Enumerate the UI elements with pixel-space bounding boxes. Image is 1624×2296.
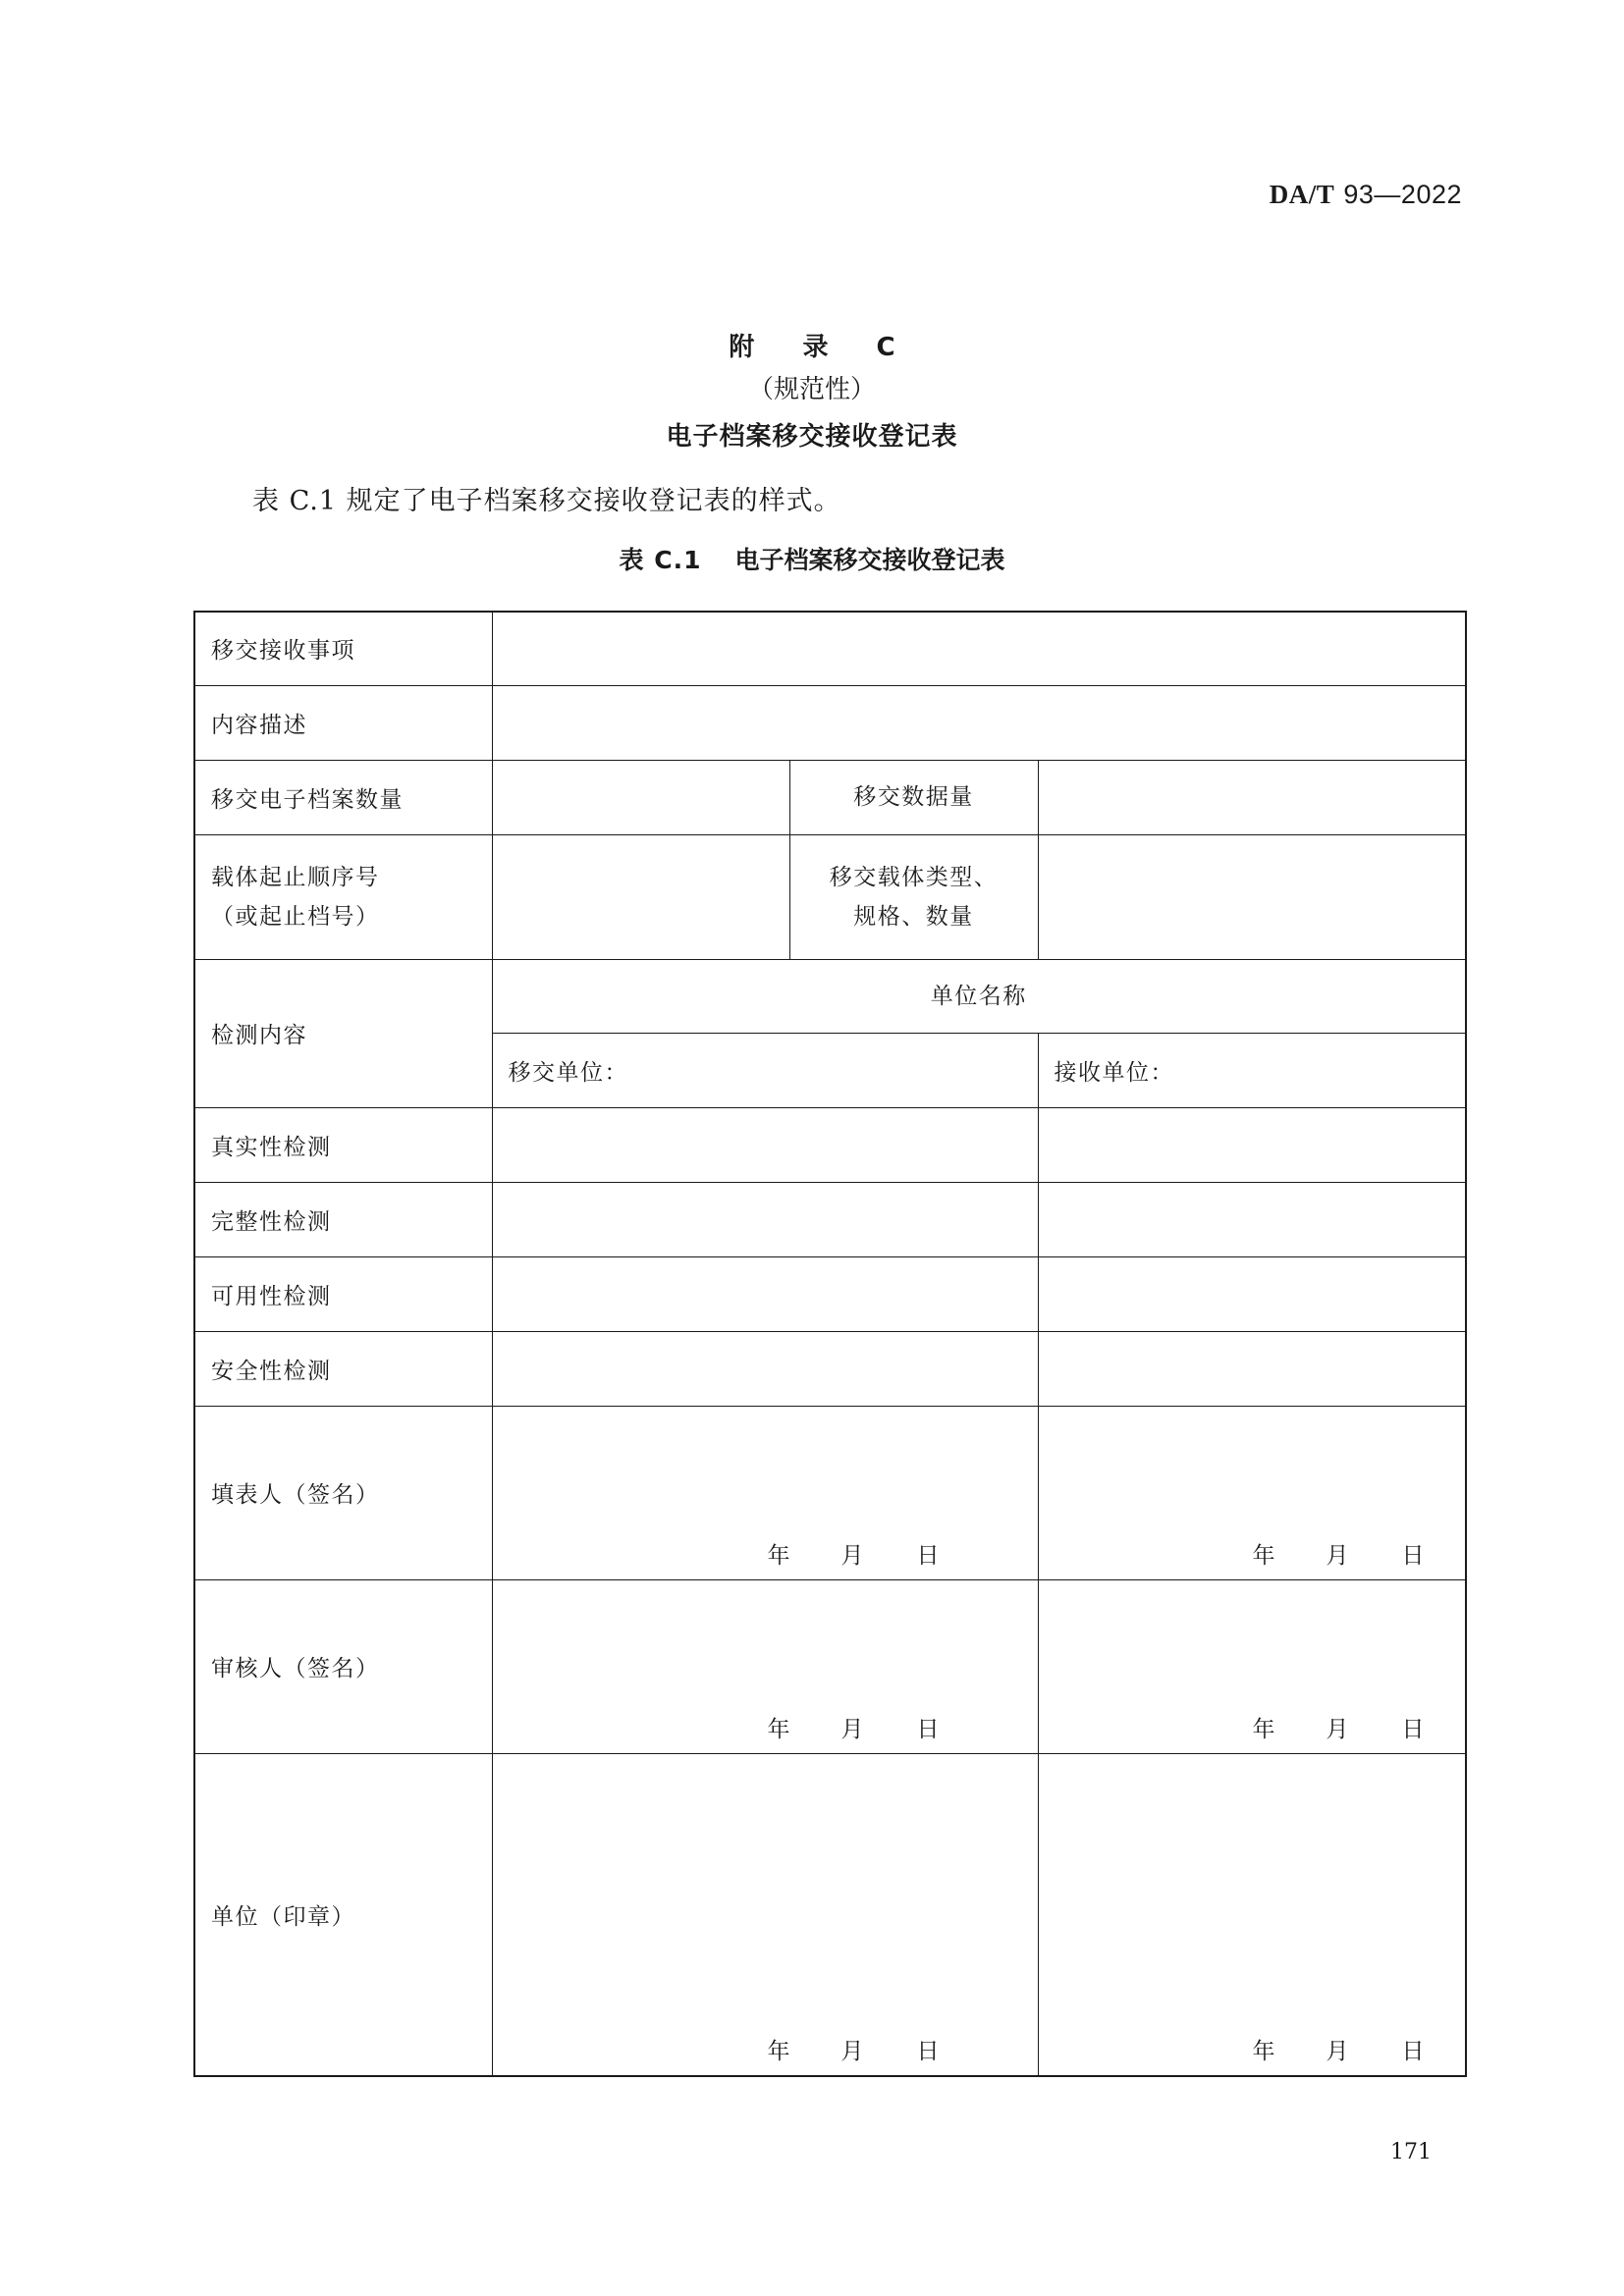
table-row	[194, 834, 1466, 959]
table-row	[194, 959, 1466, 1033]
carrier-seq-line1: 载体起止顺序号	[211, 864, 380, 890]
transfer-unit-label: 移交单位：	[492, 1033, 1038, 1107]
annex-normative: （规范性）	[747, 375, 876, 404]
carrier-type-value[interactable]	[1038, 834, 1466, 959]
standard-number: 93—2022	[1343, 180, 1462, 209]
unit-seal-label: 单位（印章）	[194, 1753, 492, 2076]
receive-unit-label: 接收单位：	[1038, 1033, 1466, 1107]
registration-table	[193, 611, 1467, 2077]
date-month: 月	[840, 2039, 864, 2064]
content-desc-value[interactable]	[492, 685, 1466, 760]
record-count-value[interactable]	[492, 760, 789, 834]
date-month: 月	[1326, 1542, 1349, 1569]
table-row	[194, 1406, 1466, 1579]
filler-receive-sign[interactable]	[1038, 1406, 1466, 1579]
table-row	[194, 1256, 1466, 1331]
reviewer-receive-sign[interactable]	[1038, 1579, 1466, 1753]
table-caption	[0, 541, 1624, 576]
security-transfer-value[interactable]	[492, 1331, 1038, 1406]
date-year: 年	[1252, 2039, 1275, 2064]
security-receive-value[interactable]	[1038, 1331, 1466, 1406]
carrier-seq-label	[194, 834, 492, 959]
table-caption-title: 电子档案移交接收登记表	[734, 546, 1005, 574]
authenticity-receive-value[interactable]	[1038, 1107, 1466, 1182]
intro-paragraph: 表 C.1 规定了电子档案移交接收登记表的样式。	[252, 486, 841, 516]
carrier-type-line1: 移交载体类型、	[829, 864, 999, 890]
data-volume-value[interactable]	[1038, 760, 1466, 834]
integrity-label: 完整性检测	[194, 1182, 492, 1256]
date-year: 年	[767, 1716, 790, 1742]
carrier-seq-value[interactable]	[492, 834, 789, 959]
table-row	[194, 1331, 1466, 1406]
unit-seal-transfer[interactable]	[492, 1753, 1038, 2076]
security-label: 安全性检测	[194, 1331, 492, 1406]
standard-prefix: DA/T	[1269, 180, 1335, 209]
filler-label: 填表人（签名）	[194, 1406, 492, 1579]
transfer-item-label: 移交接收事项	[194, 612, 492, 685]
integrity-receive-value[interactable]	[1038, 1182, 1466, 1256]
page-number: 171	[1390, 2140, 1432, 2164]
date-year: 年	[1252, 1542, 1275, 1569]
table-row	[194, 1107, 1466, 1182]
date-year: 年	[767, 1542, 790, 1569]
date-day: 日	[1401, 1716, 1425, 1742]
authenticity-label: 真实性检测	[194, 1107, 492, 1182]
date-month: 月	[1326, 1716, 1349, 1742]
annex-title: 附 录 C	[729, 333, 915, 362]
carrier-type-label	[789, 834, 1038, 959]
transfer-item-value[interactable]	[492, 612, 1466, 685]
integrity-transfer-value[interactable]	[492, 1182, 1038, 1256]
annex-name: 电子档案移交接收登记表	[666, 422, 958, 452]
table-row	[194, 760, 1466, 834]
authenticity-transfer-value[interactable]	[492, 1107, 1038, 1182]
date-day: 日	[1401, 1542, 1425, 1569]
date-month: 月	[1326, 2039, 1349, 2064]
table-row	[194, 685, 1466, 760]
table-row	[194, 1579, 1466, 1753]
table-caption-id: 表 C.1	[619, 546, 702, 574]
date-day: 日	[916, 1542, 940, 1569]
table-row	[194, 1753, 1466, 2076]
date-day: 日	[1401, 2039, 1425, 2064]
date-year: 年	[767, 2039, 790, 2064]
unit-seal-receive[interactable]	[1038, 1753, 1466, 2076]
date-day: 日	[916, 1716, 940, 1742]
reviewer-transfer-sign[interactable]	[492, 1579, 1038, 1753]
content-desc-label: 内容描述	[194, 685, 492, 760]
date-month: 月	[840, 1716, 864, 1742]
filler-transfer-sign[interactable]	[492, 1406, 1038, 1579]
data-volume-label: 移交数据量	[789, 760, 1038, 834]
usability-transfer-value[interactable]	[492, 1256, 1038, 1331]
usability-label: 可用性检测	[194, 1256, 492, 1331]
usability-receive-value[interactable]	[1038, 1256, 1466, 1331]
reviewer-label: 审核人（签名）	[194, 1579, 492, 1753]
unit-name-header: 单位名称	[492, 959, 1466, 1033]
date-year: 年	[1252, 1716, 1275, 1742]
carrier-seq-line2: （或起止档号）	[211, 903, 380, 930]
carrier-type-line2: 规格、数量	[853, 903, 974, 930]
table-row	[194, 612, 1466, 685]
date-month: 月	[840, 1542, 864, 1569]
standard-code	[1270, 180, 1462, 210]
table-row	[194, 1182, 1466, 1256]
check-content-label: 检测内容	[194, 959, 492, 1107]
record-count-label: 移交电子档案数量	[194, 760, 492, 834]
date-day: 日	[916, 2039, 940, 2064]
